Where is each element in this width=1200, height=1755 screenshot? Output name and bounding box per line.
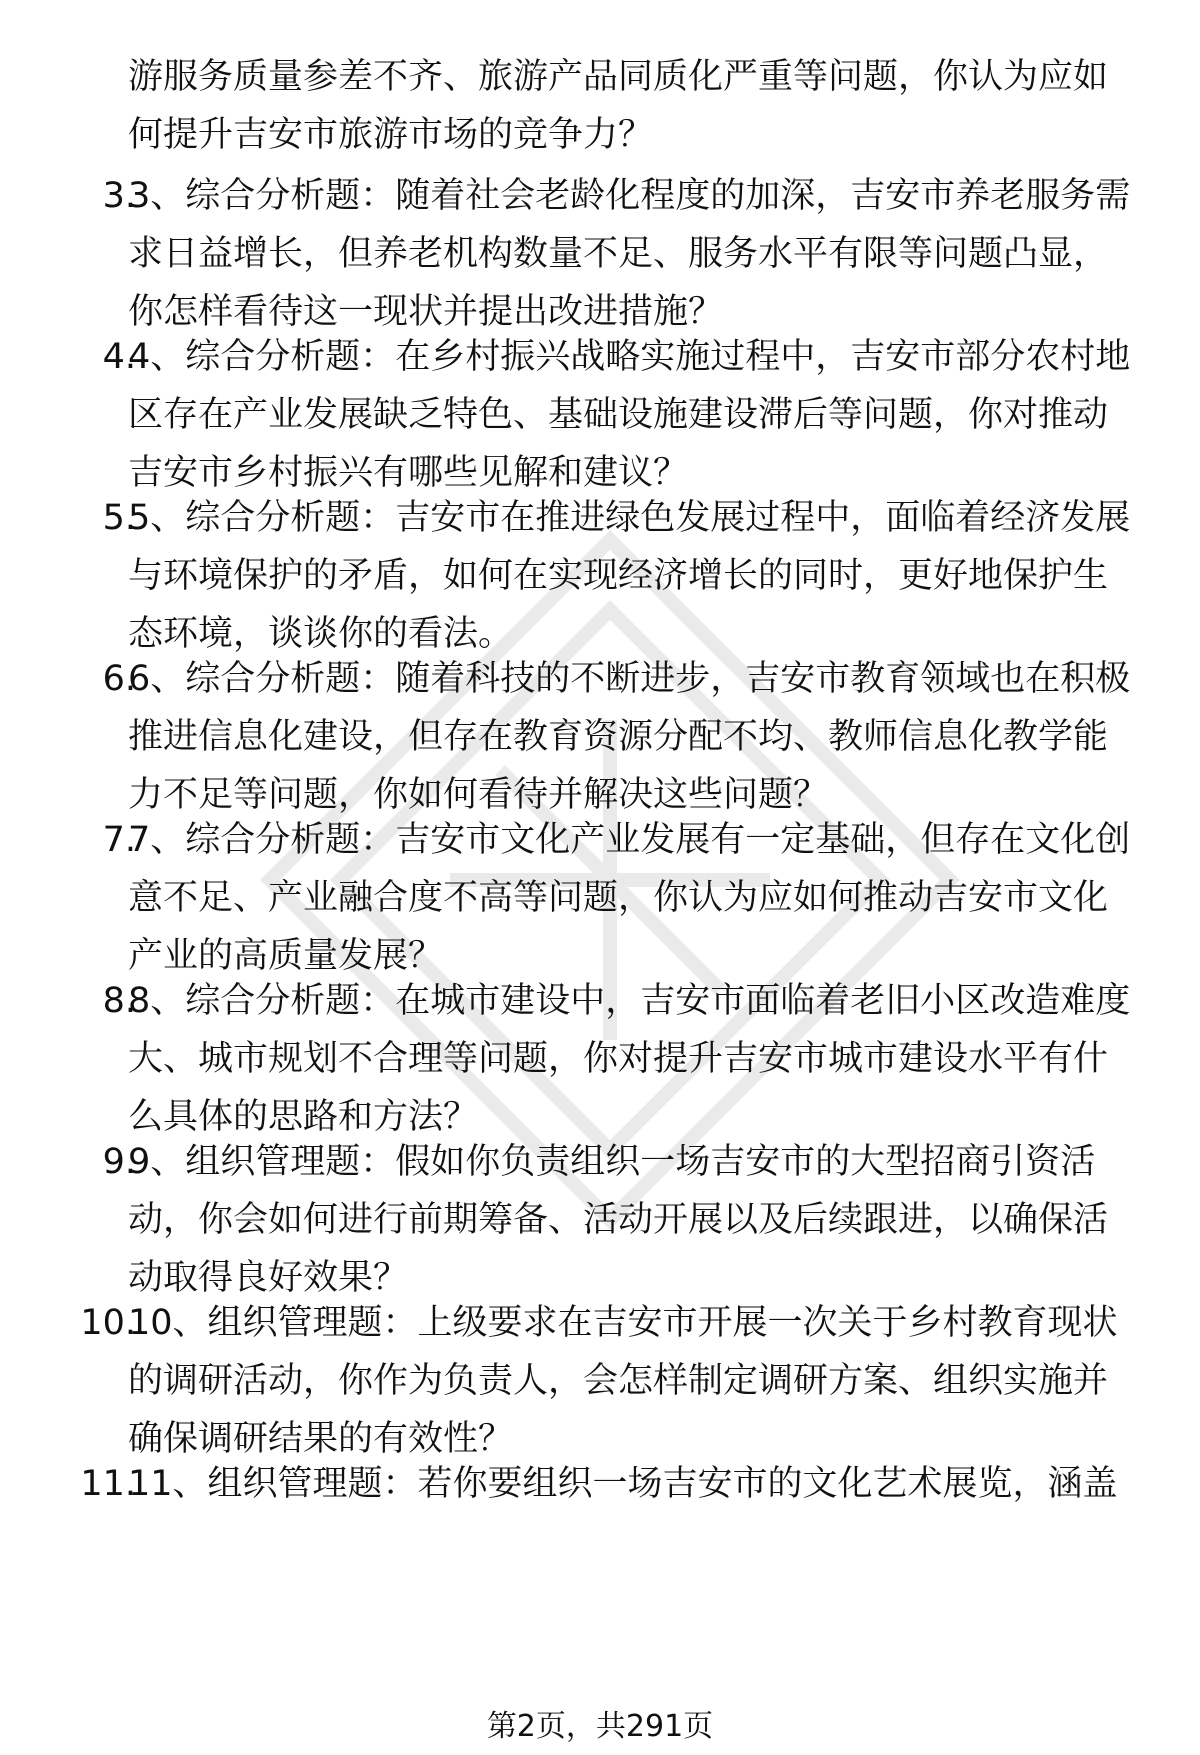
list-item-line: 6、综合分析题：随着科技的不断进步，吉安市教育领域也在积极 bbox=[128, 659, 1131, 699]
list-item-number: 5. bbox=[102, 498, 136, 538]
list-item-text bbox=[128, 328, 1168, 502]
list-item-line: 吉安市乡村振兴有哪些见解和建议？ bbox=[128, 453, 689, 493]
list-item-line: 5、综合分析题：吉安市在推进绿色发展过程中，面临着经济发展 bbox=[128, 498, 1131, 538]
list-item-line: 确保调研结果的有效性？ bbox=[128, 1419, 514, 1459]
list-item-text bbox=[128, 1133, 1168, 1307]
list-item-line: 10、组织管理题：上级要求在吉安市开展一次关于乡村教育现状 bbox=[128, 1303, 1118, 1343]
list-item-line: 与环境保护的矛盾，如何在实现经济增长的同时，更好地保护生 bbox=[128, 556, 1109, 596]
list-item-text bbox=[128, 811, 1168, 985]
list-item-text bbox=[128, 489, 1168, 663]
list-item-line: 推进信息化建设，但存在教育资源分配不均、教师信息化教学能 bbox=[128, 717, 1109, 757]
list-item-line: 11、组织管理题：若你要组织一场吉安市的文化艺术展览，涵盖 bbox=[128, 1464, 1118, 1504]
list-item-number: 10. bbox=[80, 1303, 136, 1343]
list-item-line: 产业的高质量发展？ bbox=[128, 936, 444, 976]
continuation-line-2: 何提升吉安市旅游市场的竞争力？ bbox=[128, 115, 654, 155]
list-item-line: 7、综合分析题：吉安市文化产业发展有一定基础，但存在文化创 bbox=[128, 820, 1131, 860]
list-item-number: 9. bbox=[102, 1142, 136, 1182]
list-item-text bbox=[128, 650, 1168, 824]
list-item-text bbox=[128, 167, 1168, 341]
list-item-number: 8. bbox=[102, 981, 136, 1021]
list-item-line: 么具体的思路和方法？ bbox=[128, 1097, 479, 1137]
list-item-line: 区存在产业发展缺乏特色、基础设施建设滞后等问题，你对推动 bbox=[128, 395, 1109, 435]
list-item-text bbox=[128, 972, 1168, 1146]
list-item-text bbox=[128, 1455, 1168, 1513]
list-item-line: 大、城市规划不合理等问题，你对提升吉安市城市建设水平有什 bbox=[128, 1039, 1109, 1079]
list-item-text bbox=[128, 1294, 1168, 1468]
list-item-line: 8、综合分析题：在城市建设中，吉安市面临着老旧小区改造难度 bbox=[128, 981, 1131, 1021]
list-item-number: 6. bbox=[102, 659, 136, 699]
list-item-line: 动取得良好效果？ bbox=[128, 1258, 409, 1298]
list-item-line: 4、综合分析题：在乡村振兴战略实施过程中，吉安市部分农村地 bbox=[128, 337, 1131, 377]
list-item-line: 态环境，谈谈你的看法。 bbox=[128, 614, 514, 654]
list-item-number: 3. bbox=[102, 176, 136, 216]
list-item-number: 7. bbox=[102, 820, 136, 860]
list-item-line: 3、综合分析题：随着社会老龄化程度的加深，吉安市养老服务需 bbox=[128, 176, 1131, 216]
list-item-line: 力不足等问题，你如何看待并解决这些问题？ bbox=[128, 775, 829, 815]
list-item-line: 意不足、产业融合度不高等问题，你认为应如何推动吉安市文化 bbox=[128, 878, 1109, 918]
list-item-number: 11. bbox=[80, 1464, 136, 1504]
page-footer: 第2页，共291页 bbox=[486, 1709, 714, 1744]
list-item-line: 求日益增长，但养老机构数量不足、服务水平有限等问题凸显， bbox=[128, 234, 1109, 274]
list-item-line: 动，你会如何进行前期筹备、活动开展以及后续跟进，以确保活 bbox=[128, 1200, 1109, 1240]
continuation-line-1: 游服务质量参差不齐、旅游产品同质化严重等问题，你认为应如 bbox=[128, 57, 1109, 97]
list-item-number: 4. bbox=[102, 337, 136, 377]
list-item-line: 你怎样看待这一现状并提出改进措施？ bbox=[128, 292, 724, 332]
list-item-line: 的调研活动，你作为负责人，会怎样制定调研方案、组织实施并 bbox=[128, 1361, 1109, 1401]
list-item-line: 9、组织管理题：假如你负责组织一场吉安市的大型招商引资活 bbox=[128, 1142, 1096, 1182]
